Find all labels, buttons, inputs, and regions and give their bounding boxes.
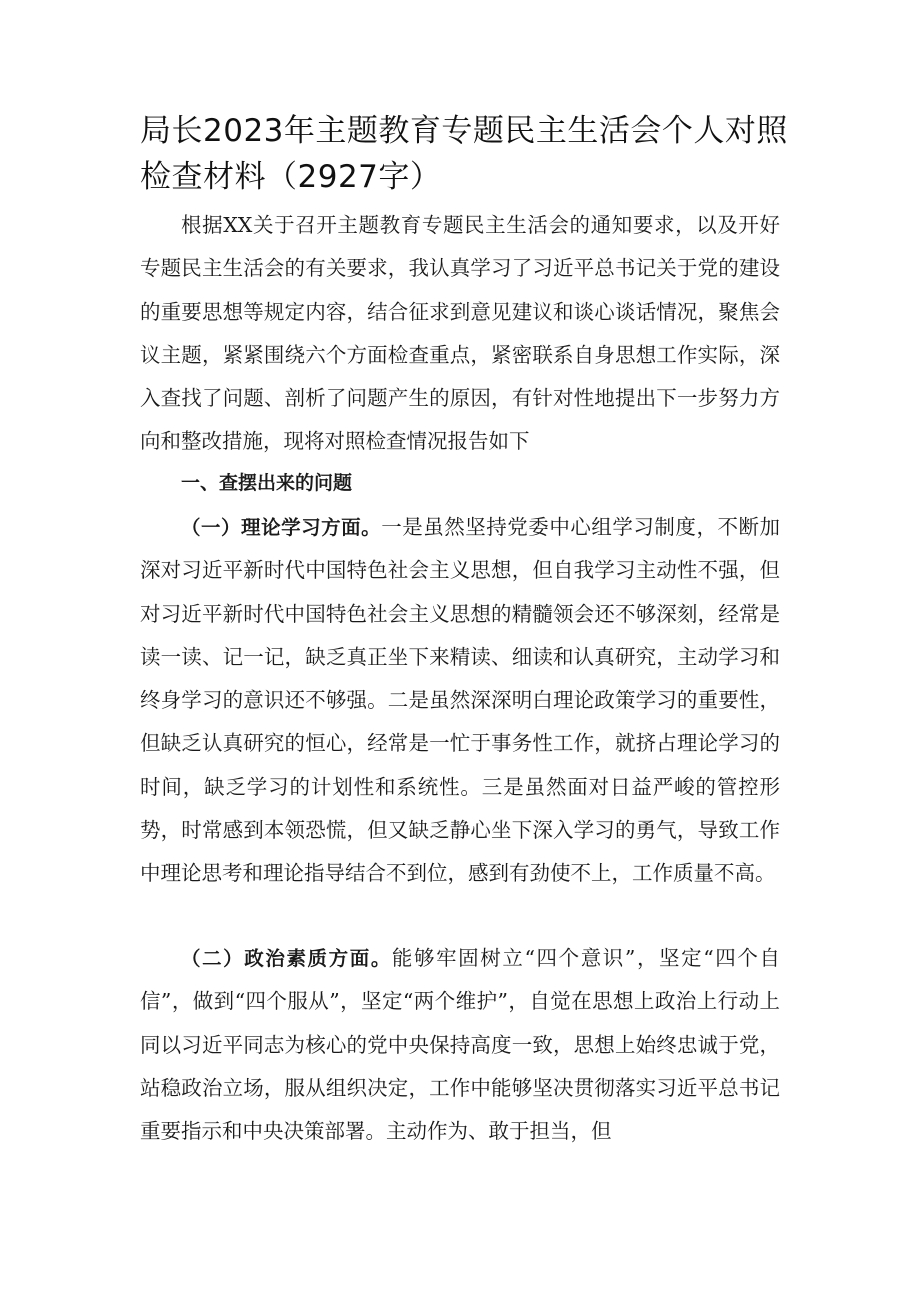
subsection-political-quality-text: 能够牢固树立“四个意识”，坚定“四个自信”，做到“四个服从”，坚定“两个维护”，自觉在思想上政治上行动上同以习近平同志为核心的党中央保持高度一致，思想上始终忠诚于党，站稳政治立场，服从组织决定，工作中能够坚决贯彻落实习近平总书记重要指示和中央决策部署。主动作为、敢于担当，但 (140, 946, 780, 1144)
document-title: 局长2023年主题教育专题民主生活会个人对照检查材料（2927字） (140, 113, 788, 195)
subsection-political-quality (140, 937, 780, 1153)
subsection-theory-study-heading: （一）理论学习方面。 (181, 516, 382, 539)
section-heading-problems: 一、查摆出来的问题 (181, 472, 353, 494)
intro-paragraph: 根据XX关于召开主题教育专题民主生活会的通知要求，以及开好专题民主生活会的有关要求，我认真学习了习近平总书记关于党的建设的重要思想等规定内容，结合征求到意见建议和谈心谈话情况，聚焦会议主题，紧紧围绕六个方面检查重点，紧密联系自身思想工作实际，深入查找了问题、剖析了问题产生的原因，有针对性地提出下一步努力方向和整改措施，现将对照检查情况报告如下 (140, 213, 780, 454)
subsection-theory-study (140, 506, 780, 896)
subsection-political-quality-heading: （二）政治素质方面。 (181, 947, 392, 970)
subsection-theory-study-text: 一是虽然坚持党委中心组学习制度，不断加深对习近平新时代中国特色社会主义思想，但自我学习主动性不强，但对习近平新时代中国特色社会主义思想的精髓领会还不够深刻，经常是读一读、记一记，缺乏真正坐下来精读、细读和认真研究，主动学习和终身学习的意识还不够强。二是虽然深深明白理论政策学习的重要性，但缺乏认真研究的恒心，经常是一忙于事务性工作，就挤占理论学习的时间，缺乏学习的计划性和系统性。三是虽然面对日益严峻的管控形势，时常感到本领恐慌，但又缺乏静心坐下深入学习的勇气，导致工作中理论思考和理论指导结合不到位，感到有劲使不上，工作质量不高。 (140, 515, 780, 886)
